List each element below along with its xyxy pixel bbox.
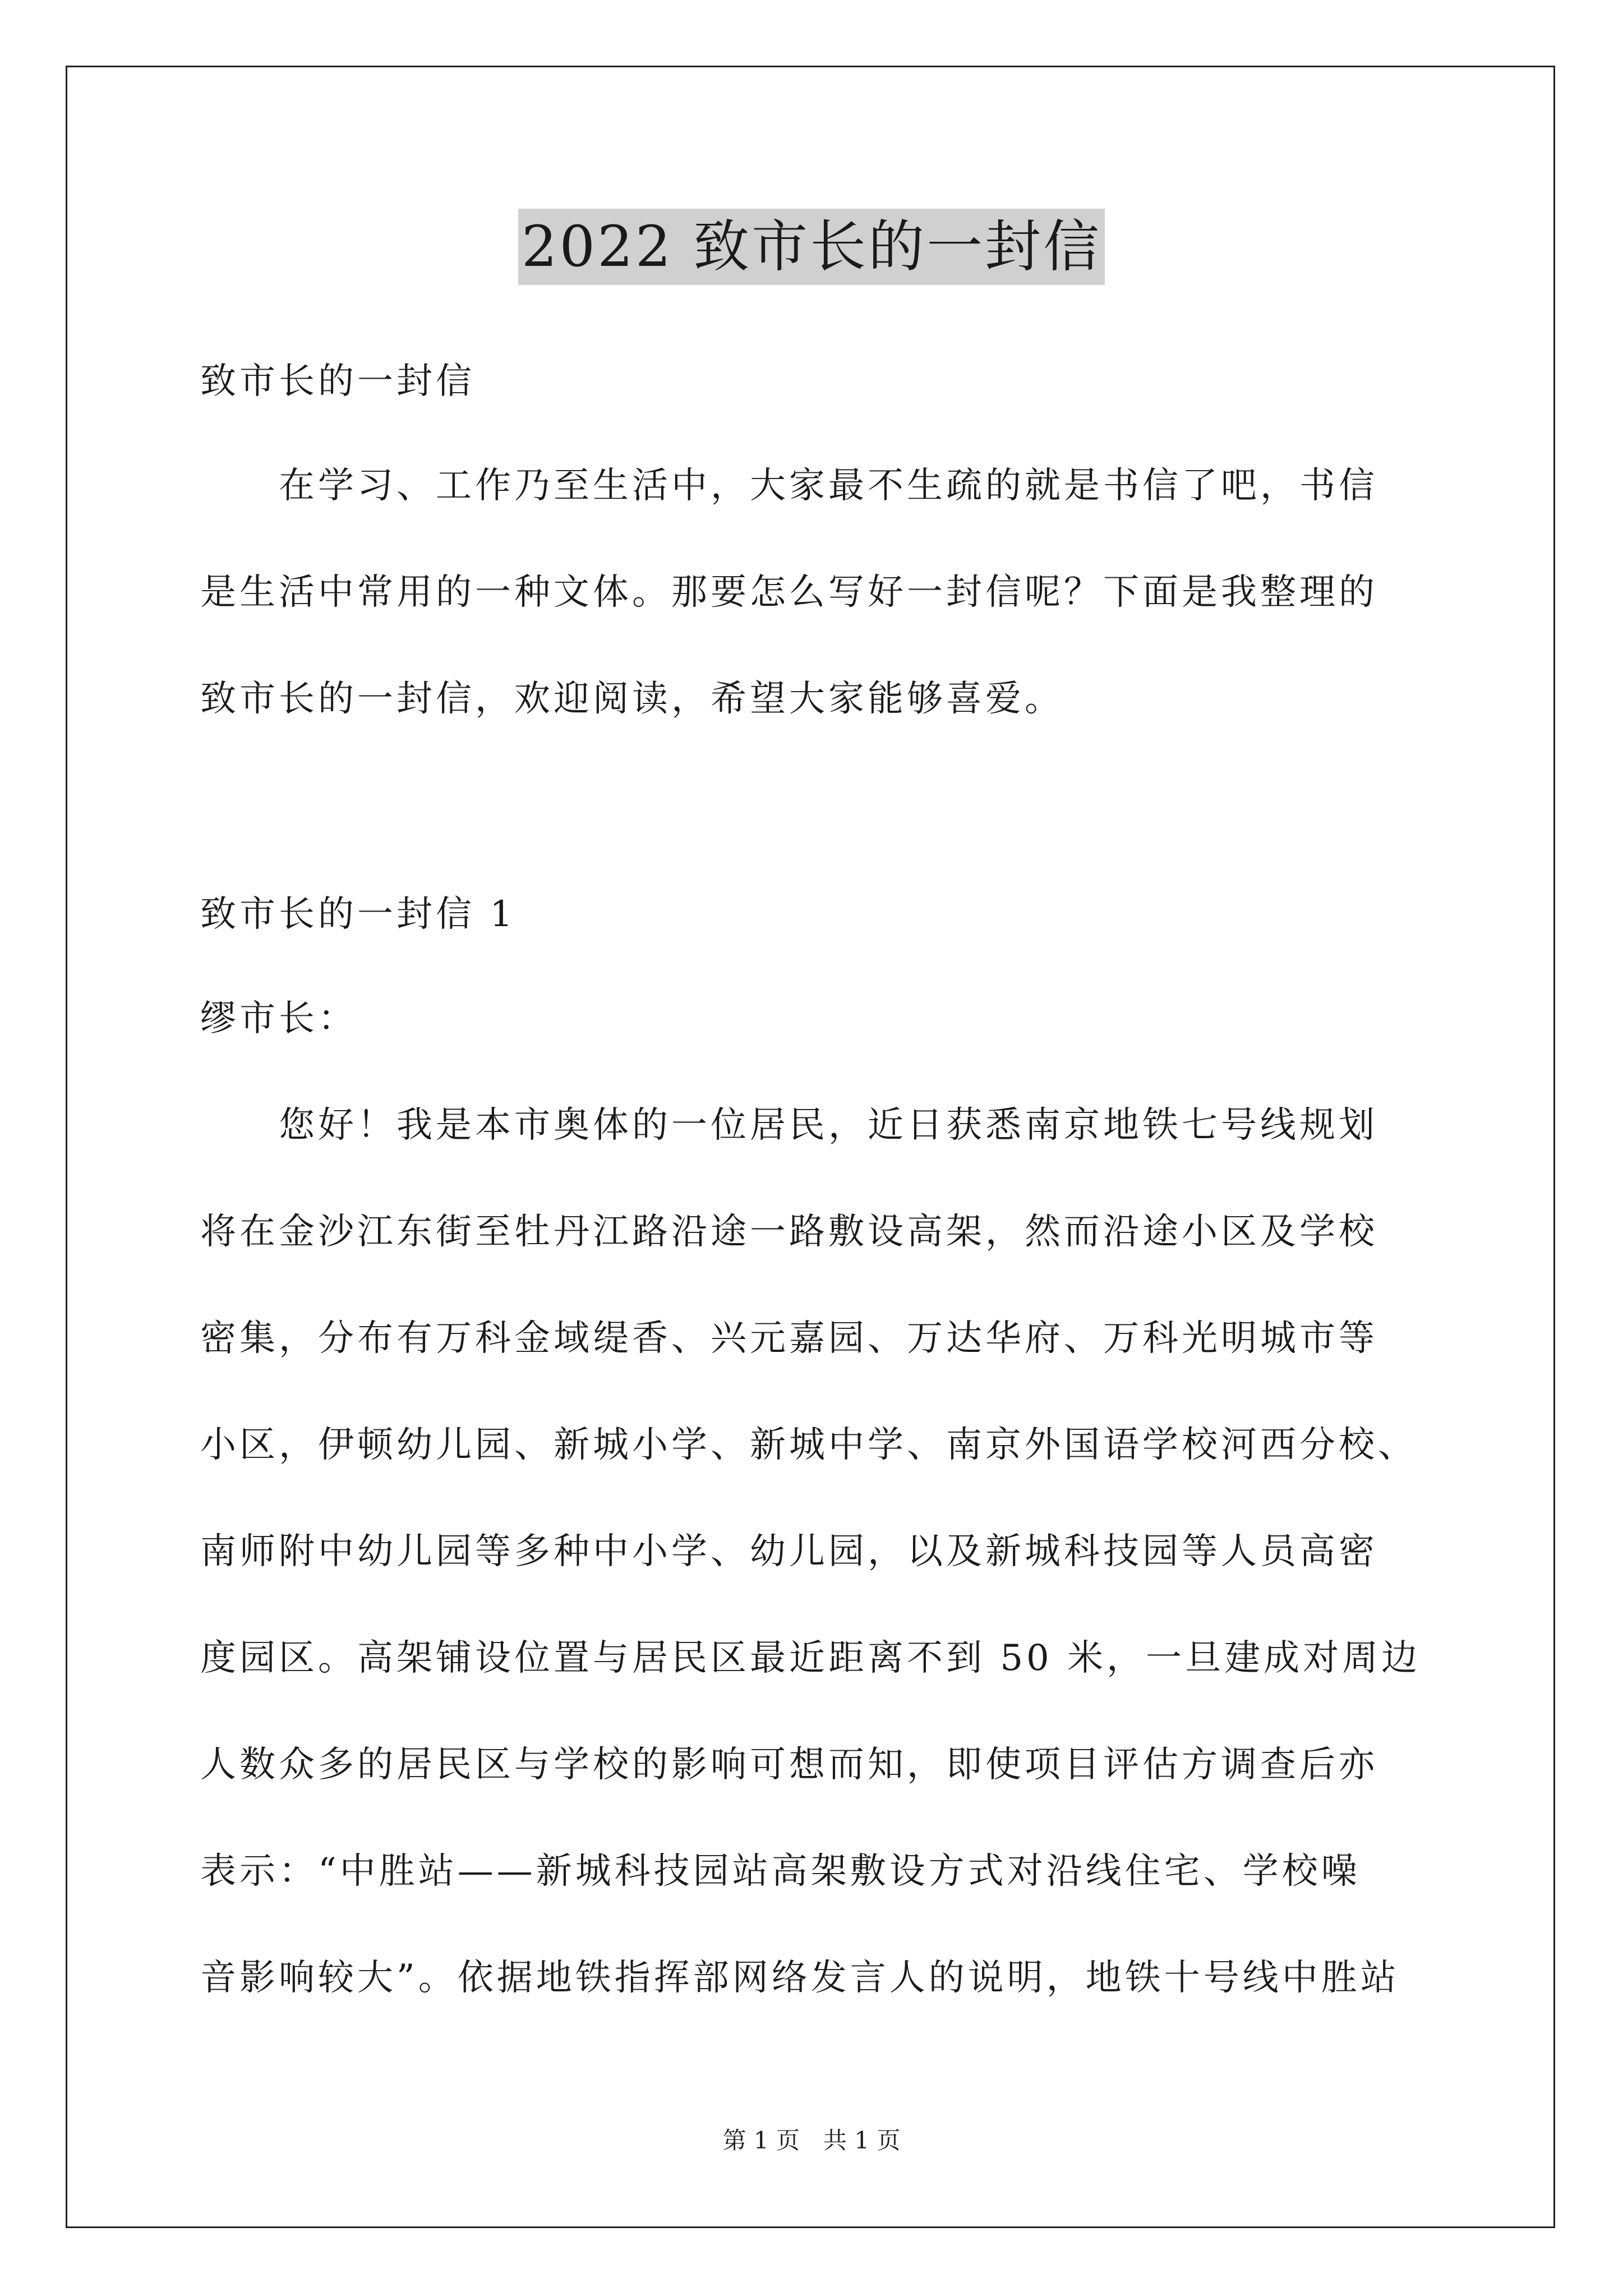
text-line: 将在金沙江东街至牡丹江路沿途一路敷设高架，然而沿途小区及学校 [200, 1211, 1378, 1253]
text-line: 音影响较大”。依据地铁指挥部网络发言人的说明，地铁十号线中胜站 [200, 1957, 1400, 1999]
text-line: 密集，分布有万科金域缇香、兴元嘉园、万达华府、万科光明城市等 [200, 1318, 1378, 1359]
text-line: 致市长的一封信 1 [200, 894, 517, 935]
text-line: 缪市长： [200, 998, 357, 1039]
text-line: 人数众多的居民区与学校的影响可想而知，即使项目评估方调查后亦 [200, 1744, 1378, 1786]
document-title: 2022 致市长的一封信 [518, 209, 1105, 285]
text-line: 致市长的一封信 [200, 361, 475, 402]
text-line: 度园区。高架铺设位置与居民区最近距离不到 50 米，一旦建成对周边 [200, 1637, 1421, 1679]
text-line: 南师附中幼儿园等多种中小学、幼儿园，以及新城科技园等人员高密 [200, 1531, 1378, 1572]
page-footer: 第 1 页 共 1 页 [722, 2127, 901, 2154]
text-line: 表示：“中胜站——新城科技园站高架敷设方式对沿线住宅、学校噪 [200, 1851, 1361, 1892]
text-line: 您好！我是本市奥体的一位居民，近日获悉南京地铁七号线规划 [279, 1105, 1378, 1146]
title-wrap [0, 209, 1623, 285]
text-line: 小区，伊顿幼儿园、新城小学、新城中学、南京外国语学校河西分校、 [200, 1424, 1417, 1466]
text-line: 是生活中常用的一种文体。那要怎么写好一封信呢？下面是我整理的 [200, 572, 1378, 613]
text-line: 致市长的一封信，欢迎阅读，希望大家能够喜爱。 [200, 678, 1064, 720]
text-line: 在学习、工作乃至生活中，大家最不生疏的就是书信了吧，书信 [279, 465, 1378, 507]
